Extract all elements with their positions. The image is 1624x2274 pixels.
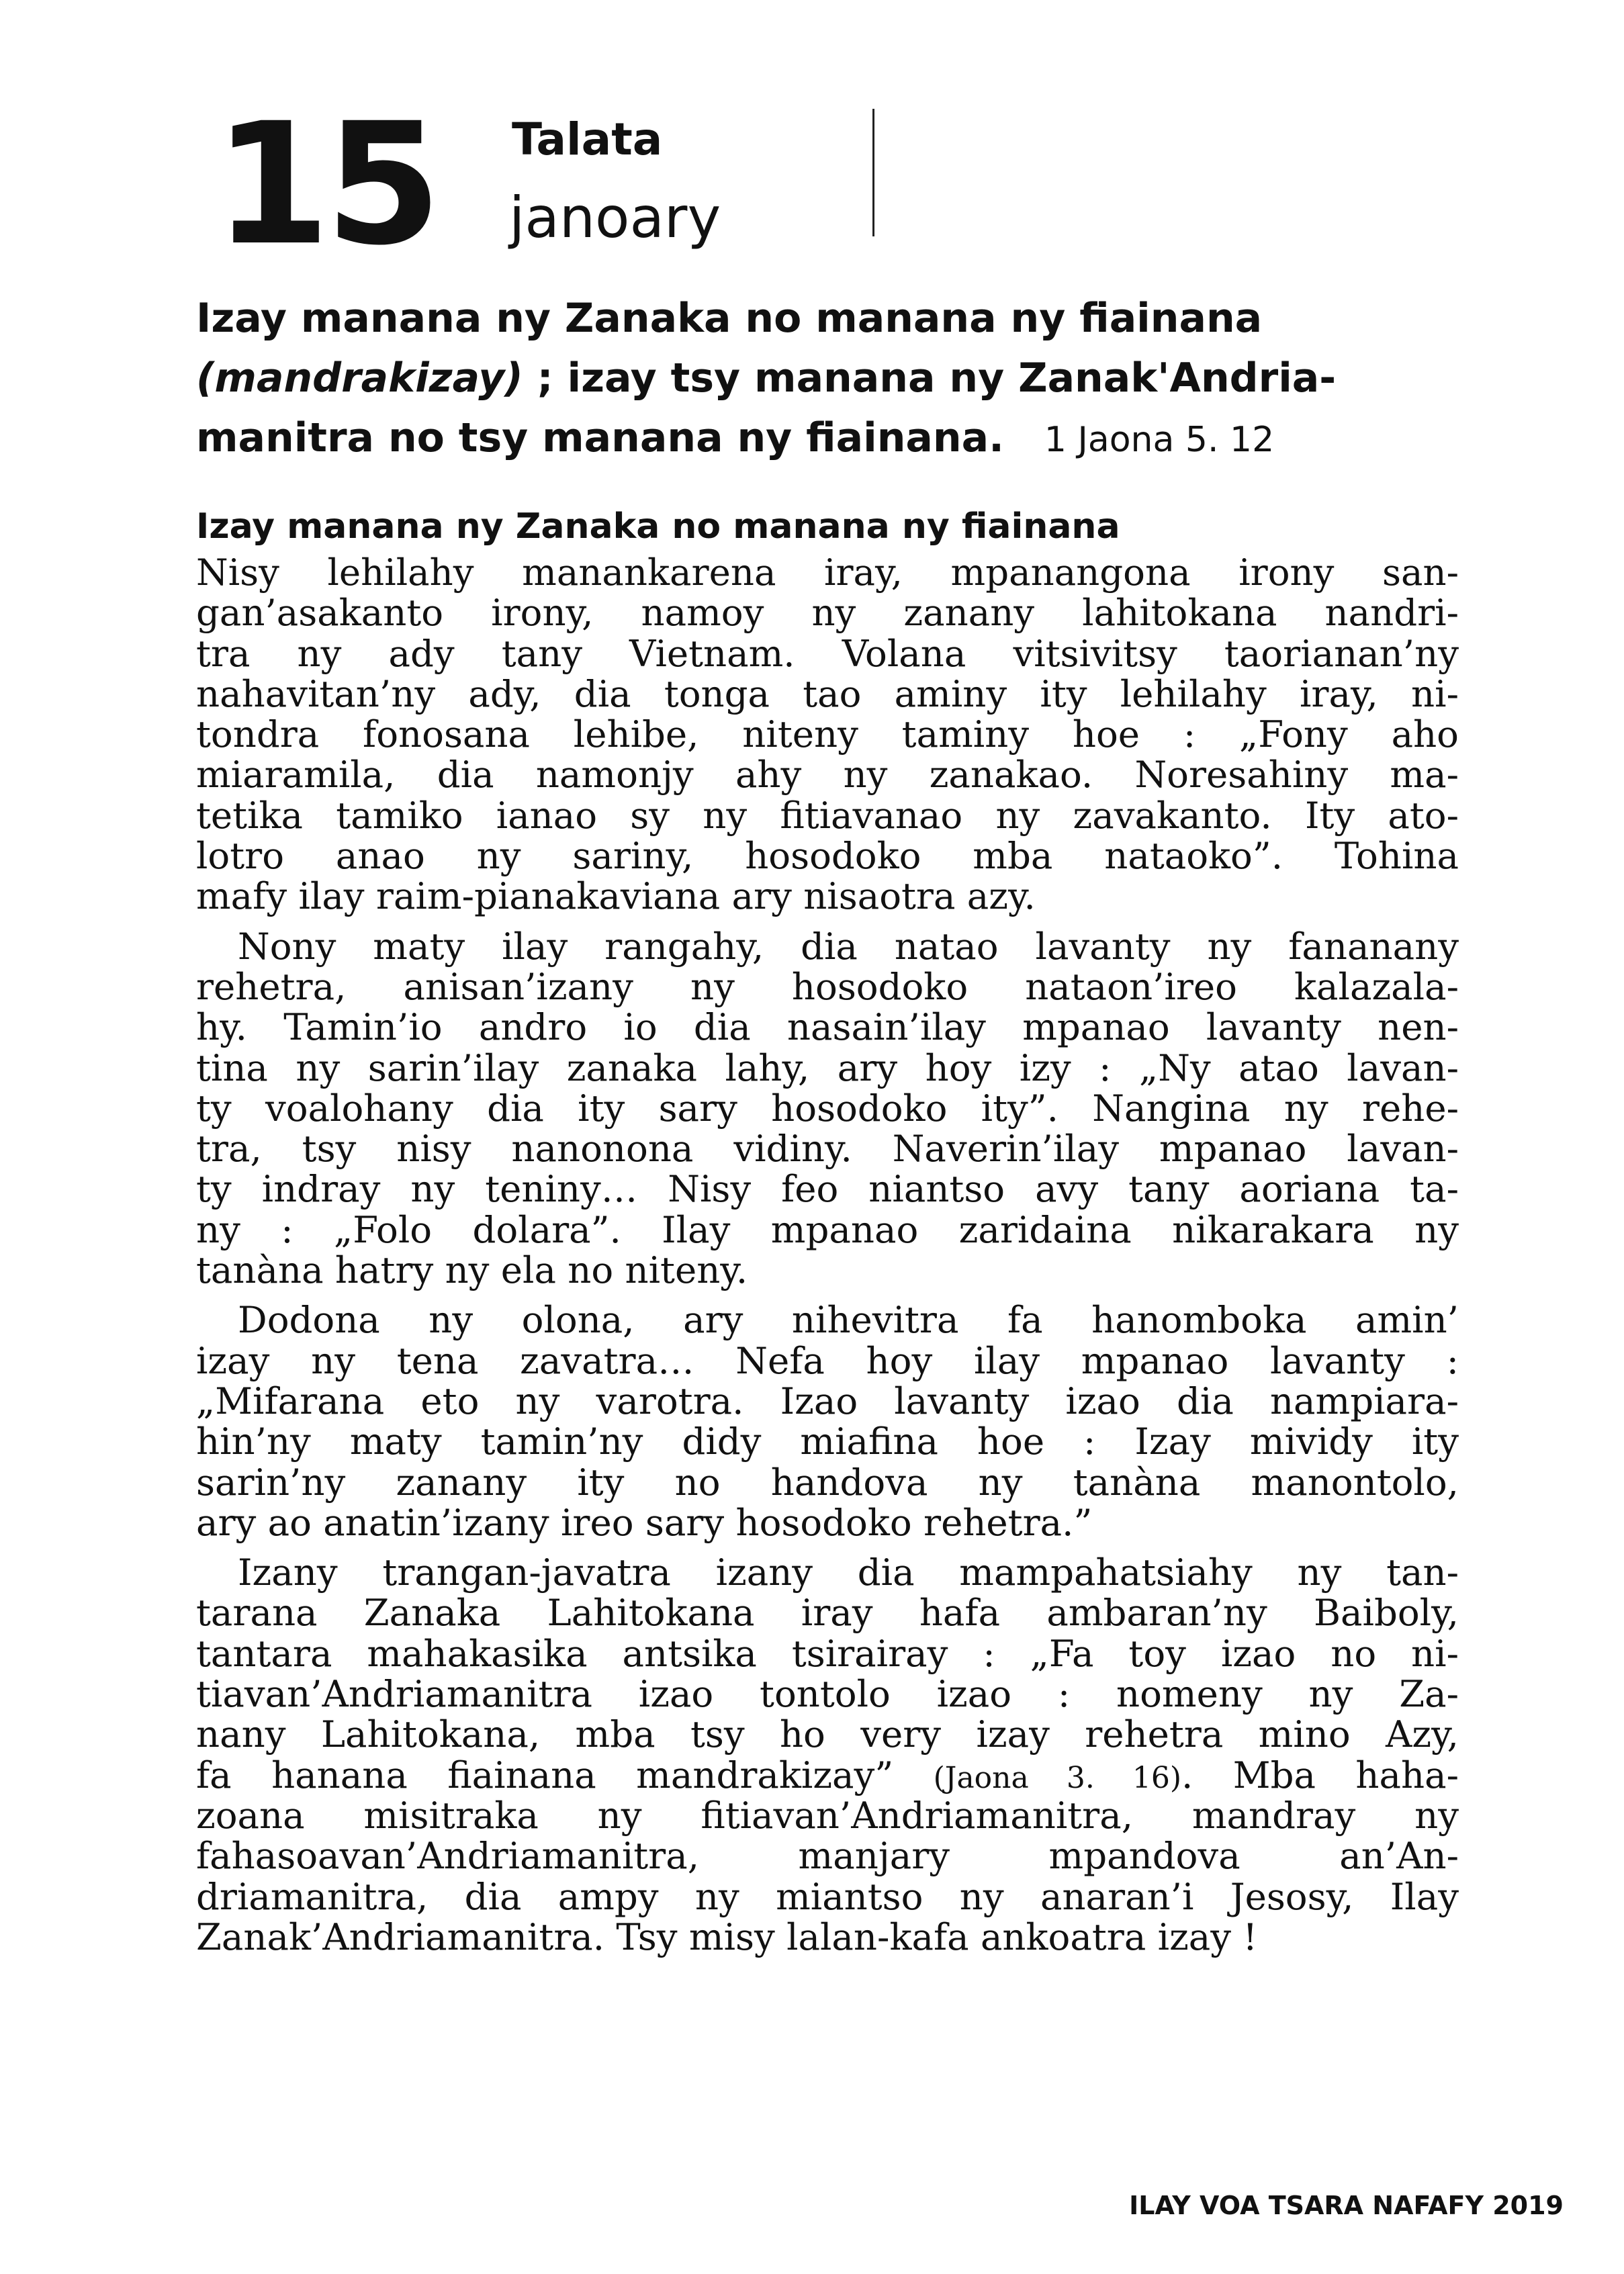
body-line: Izany trangan-javatra izany dia mampahatsiahy ny tan-	[238, 1551, 1459, 1594]
verse-text-1: Izay manana ny Zanaka no manana ny fiainana	[196, 295, 1263, 342]
verse-italic: (mandrakizay)	[196, 355, 523, 402]
article-heading: Izay manana ny Zanaka no manana ny fiainana	[196, 506, 1120, 547]
body-line: tantara mahakasika antsika tsirairay : „Fa toy izao no ni-	[196, 1631, 1459, 1675]
body-line: tetika tamiko ianao sy ny fitiavanao ny zavakanto. Ity ato-	[196, 793, 1459, 837]
body-line: zoana misitraka ny fitiavan’Andriamanitra, mandray ny	[196, 1793, 1459, 1837]
body-line: miaramila, dia namonjy ahy ny zanakao. Noresahiny ma-	[196, 753, 1459, 797]
body-line: hy. Tamin’io andro io dia nasain’ilay mpanao lavanty nen-	[196, 1005, 1459, 1049]
day-number: 15	[214, 87, 437, 282]
body-line: rehetra, anisan’izany ny hosodoko nataon’ireo kalazala-	[196, 964, 1459, 1008]
footer-publication: ILAY VOA TSARA NAFAFY 2019	[1129, 2191, 1564, 2220]
body-line: lotro anao ny sariny, hosodoko mba nataoko”. Tohina	[196, 834, 1459, 878]
vertical-divider	[872, 109, 874, 236]
inline-reference: (Jaona 3. 16)	[933, 1760, 1182, 1795]
body-line: ty voalohany dia ity sary hosodoko ity”. Nangina ny rehe-	[196, 1086, 1459, 1130]
body-line: izay ny tena zavatra… Nefa hoy ilay mpanao lavanty :	[196, 1338, 1459, 1382]
verse-line-1	[196, 289, 1459, 349]
body-line: fahasoavan’Andriamanitra, manjary mpandova an’An-	[196, 1834, 1459, 1878]
verse-text-3: manitra no tsy manana ny fiainana.	[196, 414, 1004, 461]
body-line: nahavitan’ny ady, dia tonga tao aminy ity lehilahy iray, ni-	[196, 672, 1459, 715]
weekday: Talata	[512, 113, 663, 165]
body-line-text: fa hanana fiainana mandrakizay”	[196, 1753, 894, 1797]
paragraph-4	[196, 1552, 1459, 1957]
daily-verse	[196, 289, 1459, 470]
body-line: Zanak’Andriamanitra. Tsy misy lalan-kafa ankoatra izay !	[196, 1915, 1258, 1958]
body-line: tondra fonosana lehibe, niteny taminy hoe : „Fony aho	[196, 713, 1459, 756]
body-line: hin’ny maty tamin’ny didy miafina hoe : Izay mividy ity	[196, 1420, 1459, 1463]
paragraph-2	[196, 926, 1459, 1291]
body-line: ny : „Folo dolara”. Ilay mpanao zaridaina nikarakara ny	[196, 1208, 1459, 1251]
body-line: tra, tsy nisy nanonona vidiny. Naverin’ilay mpanao lavan-	[196, 1127, 1459, 1171]
body-line: gan’asakanto irony, namoy ny zanany lahitokana nandri-	[196, 591, 1459, 635]
body-line: tra ny ady tany Vietnam. Volana vitsivitsy taorianan’ny	[196, 631, 1459, 675]
body-line: ary ao anatin’izany ireo sary hosodoko rehetra.”	[196, 1500, 1093, 1544]
body-line: Dodona ny olona, ary nihevitra fa hanomboka amin’	[238, 1298, 1459, 1342]
body-line-text: . Mba haha-	[1181, 1753, 1459, 1797]
verse-reference: 1 Jaona 5. 12	[1044, 420, 1275, 460]
body-line: nany Lahitokana, mba tsy ho very izay rehetra mino Azy,	[196, 1713, 1459, 1756]
verse-line-2	[196, 349, 1459, 408]
verse-line-3	[196, 408, 1459, 470]
body-line: mafy ilay raim-pianakaviana ary nisaotra azy.	[196, 874, 1036, 918]
body-line: ty indray ny teniny… Nisy feo niantso avy tany aoriana ta-	[196, 1167, 1459, 1211]
article-body	[196, 552, 1459, 1957]
body-line: tarana Zanaka Lahitokana iray hafa ambaran’ny Baiboly,	[196, 1591, 1459, 1635]
paragraph-3	[196, 1300, 1459, 1543]
body-line: „Mifarana eto ny varotra. Izao lavanty izao dia nampiara-	[196, 1379, 1459, 1422]
body-line: Nisy lehilahy manankarena iray, mpanangona irony san-	[196, 551, 1459, 594]
month: janoary	[509, 185, 721, 251]
paragraph-1	[196, 552, 1459, 917]
body-line: tina ny sarin’ilay zanaka lahy, ary hoy izy : „Ny atao lavan-	[196, 1046, 1459, 1089]
body-line: tanàna hatry ny ela no niteny.	[196, 1248, 748, 1292]
body-line: sarin’ny zanany ity no handova ny tanàna manontolo,	[196, 1460, 1459, 1504]
verse-text-2: ; izay tsy manana ny Zanak'Andria-	[523, 355, 1337, 402]
body-line-with-reference	[196, 1755, 1459, 1795]
body-line: driamanitra, dia ampy ny miantso ny anaran’i Jesosy, Ilay	[196, 1874, 1459, 1918]
body-line: Nony maty ilay rangahy, dia natao lavanty ny fananany	[238, 924, 1459, 968]
body-line: tiavan’Andriamanitra izao tontolo izao : nomeny ny Za-	[196, 1672, 1459, 1716]
